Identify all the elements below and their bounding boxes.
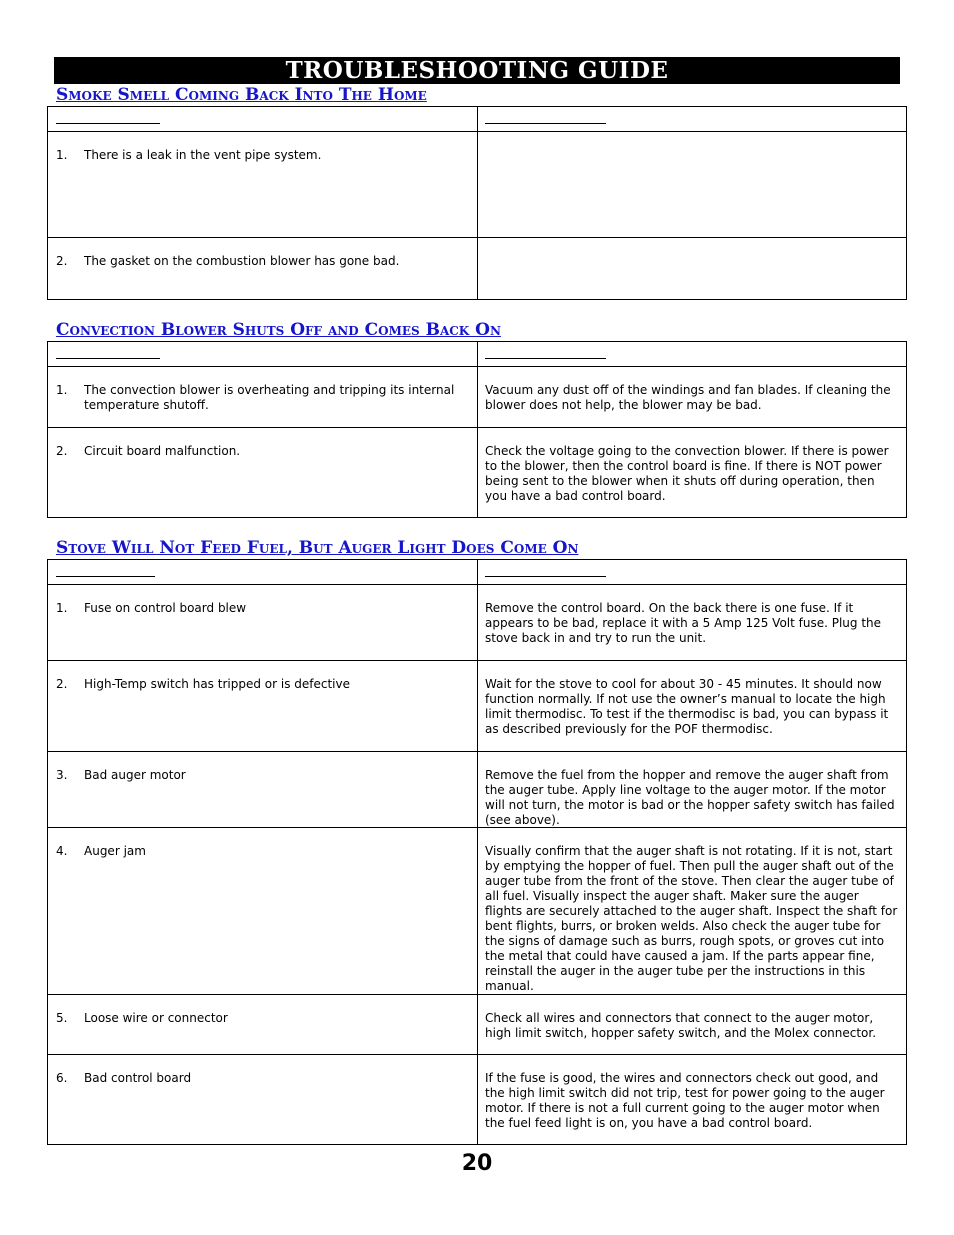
header-underline-solution	[485, 576, 606, 577]
item-number: 3.	[56, 768, 68, 782]
problem-text: There is a leak in the vent pipe system.	[84, 148, 322, 162]
item-number: 4.	[56, 844, 68, 858]
item-number: 2.	[56, 677, 68, 691]
item-number: 1.	[56, 383, 68, 397]
solution-text: Visually confirm that the auger shaft is not rotating. If it is not, start by emptying the hopper of fuel. Then pull the auger shaft out of the auger tube from the front of the stove. Then clear the auger tube of all fuel. Visually inspect the auger shaft. Maker sure the auger flights are securely attached to the auger shaft. Inspect the shaft for bent flights, burrs, or broken welds. Also check the auger tube for the signs of damage such as burrs, rough spots, or groves cut into the metal that could have caused a jam. If the parts appear fine, reinstall the auger in the auger tube per the instructions in this manual.	[485, 844, 898, 993]
problem-text: Circuit board malfunction.	[84, 444, 241, 458]
solution-text: Remove the fuel from the hopper and remove the auger shaft from the auger tube. Apply line voltage to the auger motor. If the motor will not turn, the motor is bad or the hopper safety switch has failed (see above).	[485, 768, 895, 827]
table-header-row	[48, 560, 906, 584]
item-number: 2.	[56, 444, 68, 458]
section-title-smoke-smell[interactable]: Smoke Smell Coming Back Into The Home	[56, 85, 427, 105]
solution-text: Vacuum any dust off of the windings and fan blades. If cleaning the blower does not help, the blower may be bad.	[485, 383, 891, 412]
header-underline-solution	[485, 358, 606, 359]
header-underline-solution	[485, 123, 606, 124]
problem-text: The convection blower is overheating and tripping its internal temperature shutoff.	[84, 383, 455, 412]
table-row	[48, 827, 906, 994]
page-title: TROUBLESHOOTING GUIDE	[54, 57, 900, 84]
problem-text: High-Temp switch has tripped or is defective	[84, 677, 350, 691]
problem-text: Bad auger motor	[84, 768, 186, 782]
table-row	[48, 427, 906, 517]
header-underline-problem	[56, 358, 160, 359]
header-underline-problem	[56, 123, 160, 124]
problem-text: The gasket on the combustion blower has gone bad.	[84, 254, 400, 268]
troubleshooting-table-convection-blower	[47, 341, 907, 518]
solution-text: If the fuse is good, the wires and connectors check out good, and the high limit switch did not trip, test for power going to the auger motor. If there is not a full current going to the auger motor when the fuel feed light is on, you have a bad control board.	[485, 1071, 885, 1130]
troubleshooting-table-stove-will-not-feed	[47, 559, 907, 1145]
problem-text: Bad control board	[84, 1071, 192, 1085]
table-row	[48, 660, 906, 751]
problem-text: Auger jam	[84, 844, 146, 858]
section-title-convection-blower[interactable]: Convection Blower Shuts Off and Comes Back On	[56, 320, 501, 340]
solution-text: Check all wires and connectors that connect to the auger motor, high limit switch, hopper safety switch, and the Molex connector.	[485, 1011, 877, 1040]
table-row	[48, 131, 906, 237]
table-row	[48, 237, 906, 299]
problem-text: Loose wire or connector	[84, 1011, 228, 1025]
table-header-row	[48, 342, 906, 366]
page-number: 20	[461, 1151, 493, 1176]
item-number: 5.	[56, 1011, 68, 1025]
table-header-row	[48, 107, 906, 131]
troubleshooting-table-smoke-smell	[47, 106, 907, 300]
table-row	[48, 584, 906, 660]
section-title-stove-will-not-feed[interactable]: Stove Will Not Feed Fuel, But Auger Light Does Come On	[56, 538, 579, 558]
item-number: 1.	[56, 148, 68, 162]
item-number: 6.	[56, 1071, 68, 1085]
solution-text: Check the voltage going to the convection blower. If there is power to the blower, then the control board is fine. If there is NOT power being sent to the blower when it shuts off during operation, then you have a bad control board.	[485, 444, 889, 503]
header-underline-problem	[56, 576, 155, 577]
problem-text: Fuse on control board blew	[84, 601, 247, 615]
table-row	[48, 994, 906, 1054]
solution-text: Wait for the stove to cool for about 30 - 45 minutes. It should now function normally. If not use the owner’s manual to locate the high limit thermodisc. To test if the thermodisc is bad, you can bypass it as described previously for the POF thermodisc.	[485, 677, 889, 736]
table-row	[48, 751, 906, 827]
table-row	[48, 1054, 906, 1144]
item-number: 1.	[56, 601, 68, 615]
solution-text: Remove the control board. On the back there is one fuse. If it appears to be bad, replace it with a 5 Amp 125 Volt fuse. Plug the stove back in and try to run the unit.	[485, 601, 882, 645]
table-row	[48, 366, 906, 427]
item-number: 2.	[56, 254, 68, 268]
